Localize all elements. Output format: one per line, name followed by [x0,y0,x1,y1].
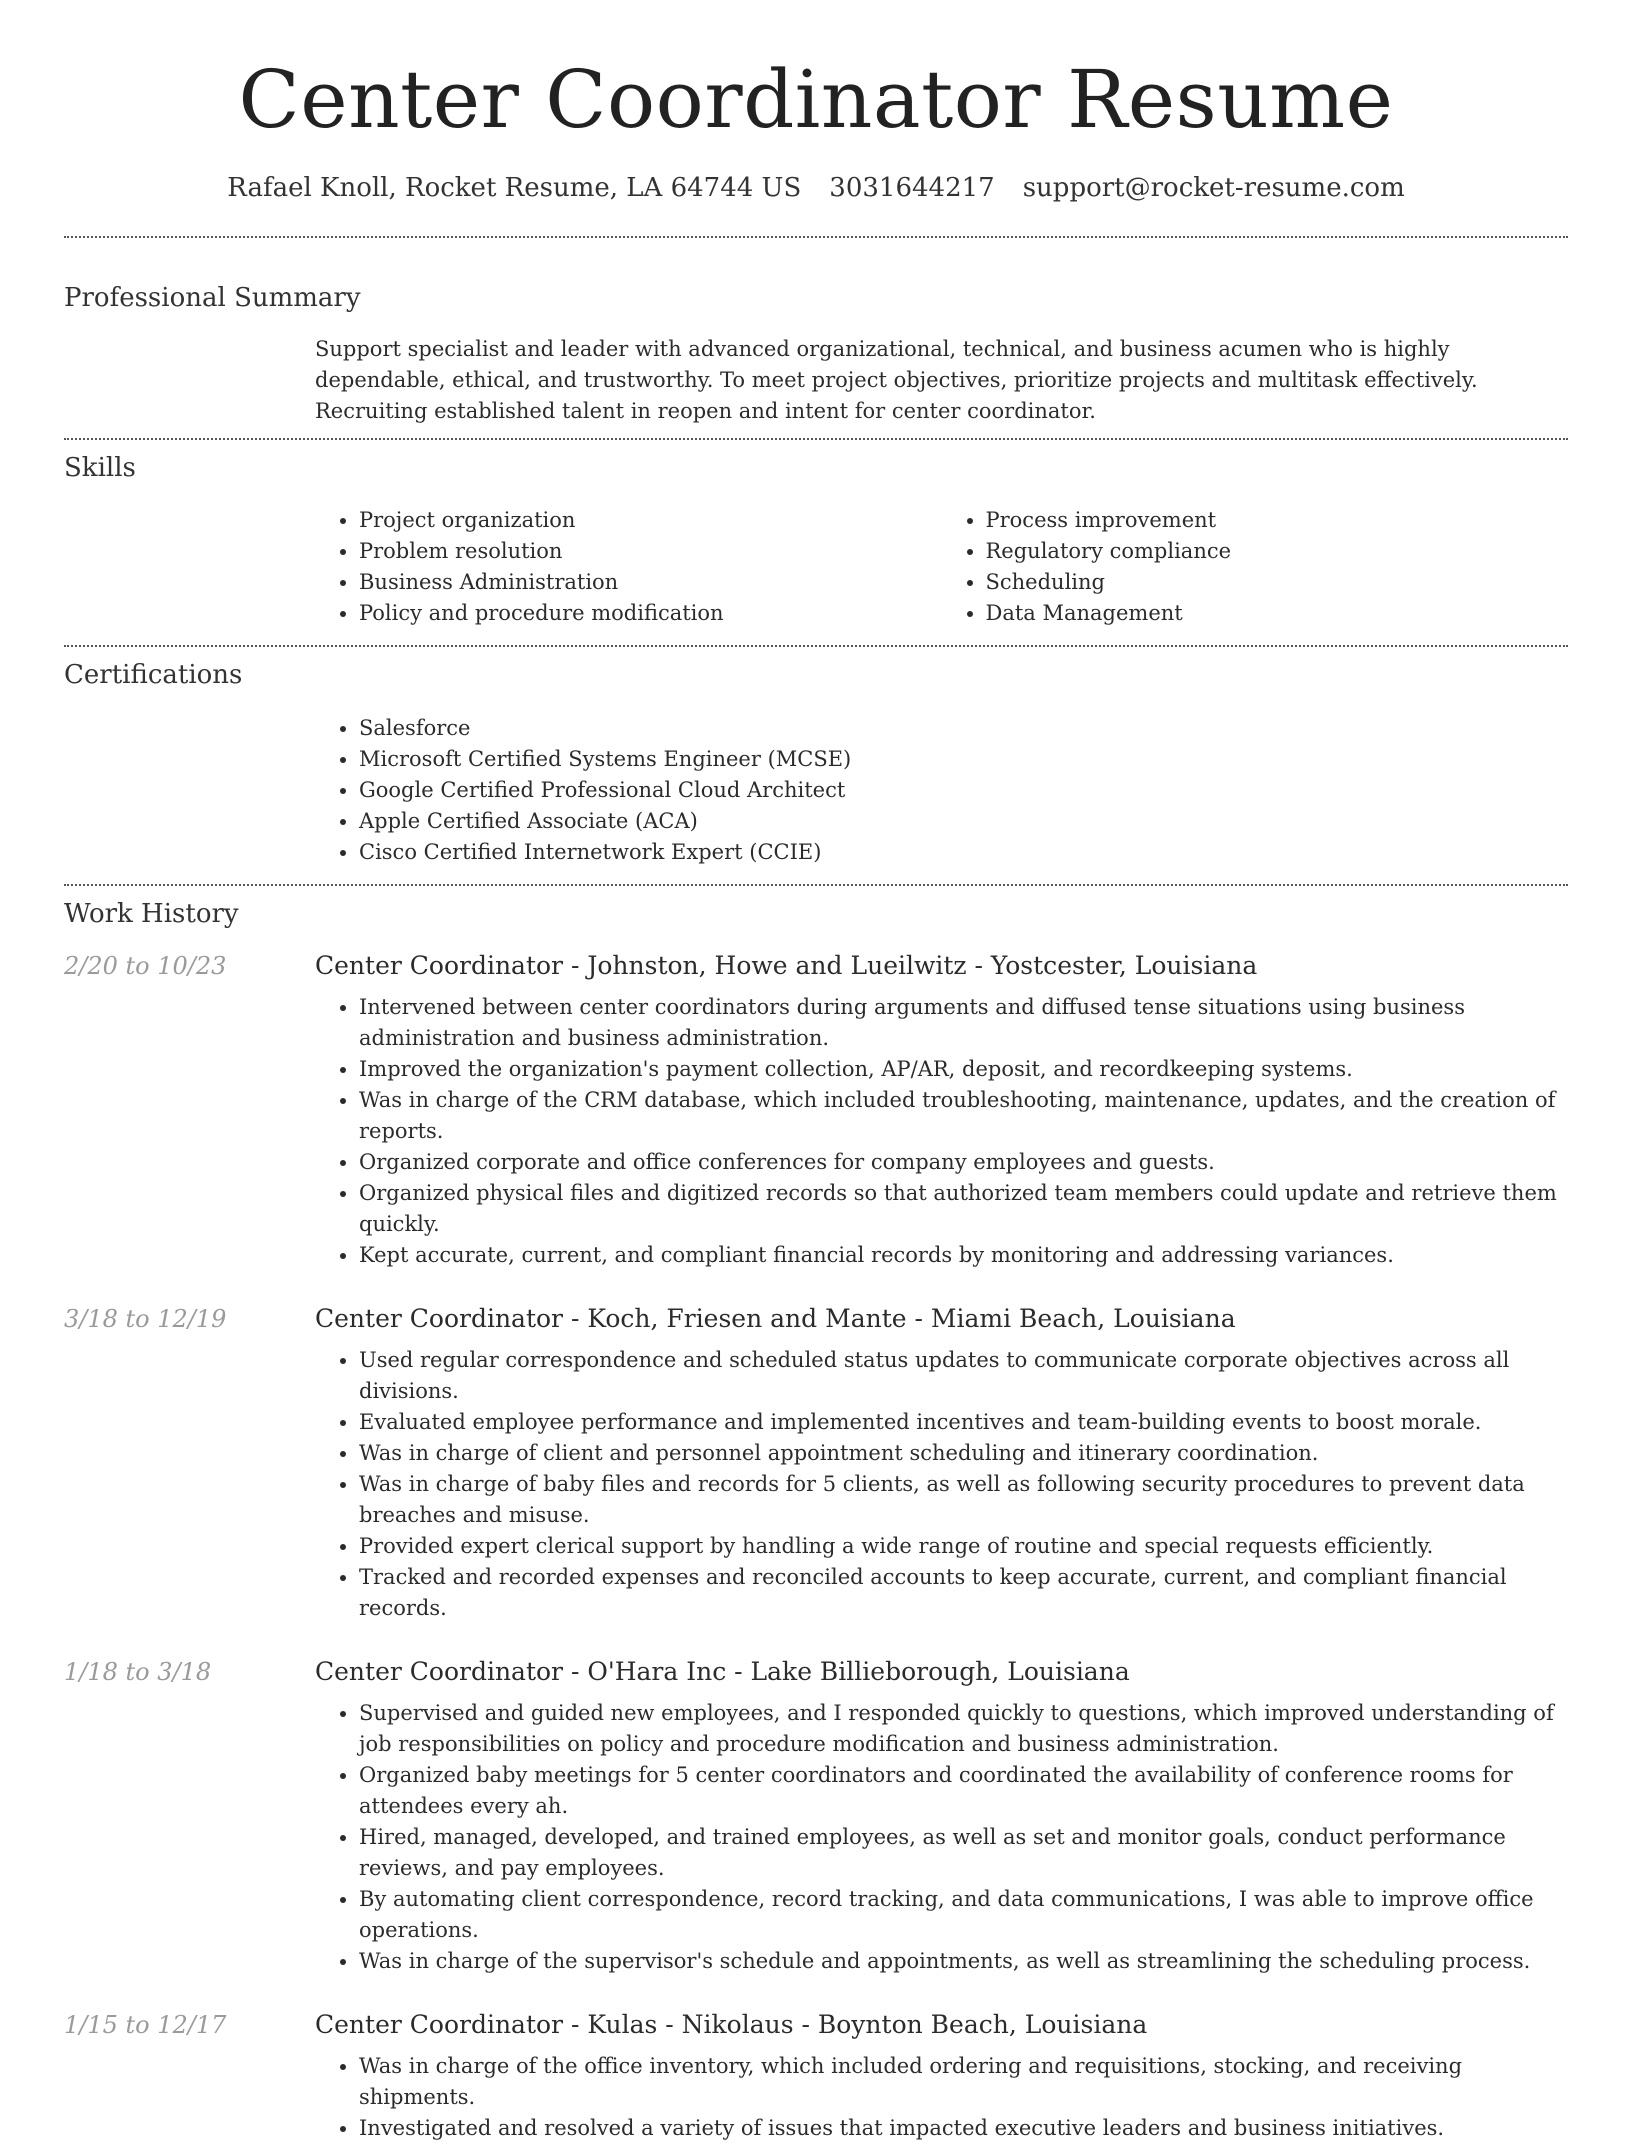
job-header [64,2010,1568,2039]
list-item: • Used regular correspondence and scheduled status updates to communicate corporate objectives across all divisions. [359,1345,1568,1407]
list-item: • Was in charge of the office inventory, which included ordering and requisitions, stocking, and receiving shipments. [359,2051,1568,2113]
list-item: • Organized baby meetings for 5 center coordinators and coordinated the availability of conference rooms for attendees every ah. [359,1760,1568,1822]
contact-line [64,170,1568,206]
certifications-list [315,713,1568,868]
section-divider [64,236,1568,238]
job-entry [64,951,1568,1271]
list-item: • Intervened between center coordinators during arguments and diffused tense situations using business administration and business administration. [359,992,1568,1054]
skills-heading: Skills [64,453,136,483]
list-item: • Evaluated employee performance and implemented incentives and team-building events to boost morale. [359,1407,1568,1438]
page-title: Center Coordinator Resume [238,53,1394,146]
list-item: • Microsoft Certified Systems Engineer (MCSE) [359,744,1568,775]
list-item: • Policy and procedure modification [359,598,942,629]
job-title: Center Coordinator - O'Hara Inc - Lake Billieborough, Louisiana [315,1657,1130,1686]
contact-phone: 3031644217 [829,173,995,203]
job-dates: 1/18 to 3/18 [64,1658,212,1686]
list-item: • Google Certified Professional Cloud Architect [359,775,1568,806]
contact-email: support@rocket-resume.com [1022,173,1405,203]
resume-page [64,0,1568,2144]
summary-text: Support specialist and leader with advanced organizational, technical, and business acumen who is highly dependable, ethical, and trustworthy. To meet project objectives, prioritize projects and multitask effectively. Recruiting established talent in reopen and intent for center coordinator. [315,337,1478,423]
list-item: • Improved the organization's payment collection, AP/AR, deposit, and recordkeeping systems. [359,1054,1568,1085]
work-history-heading: Work History [64,899,239,929]
list-item: • Organized physical files and digitized records so that authorized team members could update and retrieve them quickly. [359,1178,1568,1240]
skills-right-column [942,505,1569,629]
list-item: • Was in charge of baby files and records for 5 clients, as well as following security procedures to prevent data breaches and misuse. [359,1469,1568,1531]
section-divider [64,438,1568,440]
list-item: • Provided expert clerical support by handling a wide range of routine and special requests efficiently. [359,1531,1568,1562]
job-title: Center Coordinator - Kulas - Nikolaus - Boynton Beach, Louisiana [315,2010,1148,2039]
job-entry [64,1657,1568,1977]
list-item: • Hired, managed, developed, and trained employees, as well as set and monitor goals, conduct performance reviews, and pay employees. [359,1822,1568,1884]
summary-heading: Professional Summary [64,283,361,313]
job-header [64,951,1568,980]
skills-left-column [315,505,942,629]
list-item: • Was in charge of client and personnel appointment scheduling and itinerary coordination. [359,1438,1568,1469]
section-divider [64,884,1568,886]
list-item: • Cisco Certified Internetwork Expert (CCIE) [359,837,1568,868]
list-item: • Organized corporate and office conferences for company employees and guests. [359,1147,1568,1178]
list-item: • Business Administration [359,567,942,598]
job-entry [64,1304,1568,1624]
job-dates: 1/15 to 12/17 [64,2011,227,2039]
job-title: Center Coordinator - Johnston, Howe and Lueilwitz - Yostcester, Louisiana [315,951,1258,980]
list-item: • Supervised and guided new employees, and I responded quickly to questions, which improved understanding of job responsibilities on policy and procedure modification and business administration. [359,1698,1568,1760]
list-item: • Tracked and recorded expenses and reconciled accounts to keep accurate, current, and compliant financial records. [359,1562,1568,1624]
list-item: • Process improvement [986,505,1569,536]
job-dates: 3/18 to 12/19 [64,1305,227,1333]
skills-list [315,505,1568,629]
list-item: • Project organization [359,505,942,536]
list-item: • Was in charge of the supervisor's schedule and appointments, as well as streamlining the scheduling process. [359,1946,1568,1977]
list-item: • Was in charge of the CRM database, which included troubleshooting, maintenance, updates, and the creation of reports. [359,1085,1568,1147]
job-dates: 2/20 to 10/23 [64,952,227,980]
section-divider [64,645,1568,647]
contact-address: Rafael Knoll, Rocket Resume, LA 64744 US [227,173,802,203]
job-header [64,1304,1568,1333]
certifications-heading: Certifications [64,660,243,690]
list-item: • Regulatory compliance [986,536,1569,567]
list-item: • Apple Certified Associate (ACA) [359,806,1568,837]
list-item: • By automating client correspondence, record tracking, and data communications, I was able to improve office operations. [359,1884,1568,1946]
list-item: • Investigated and resolved a variety of issues that impacted executive leaders and business initiatives. [359,2113,1568,2144]
list-item: • Salesforce [359,713,1568,744]
list-item: • Scheduling [986,567,1569,598]
job-entry [64,2010,1568,2144]
job-header [64,1657,1568,1686]
job-title: Center Coordinator - Koch, Friesen and Mante - Miami Beach, Louisiana [315,1304,1236,1333]
list-item: • Data Management [986,598,1569,629]
list-item: • Kept accurate, current, and compliant financial records by monitoring and addressing variances. [359,1240,1568,1271]
list-item: • Problem resolution [359,536,942,567]
